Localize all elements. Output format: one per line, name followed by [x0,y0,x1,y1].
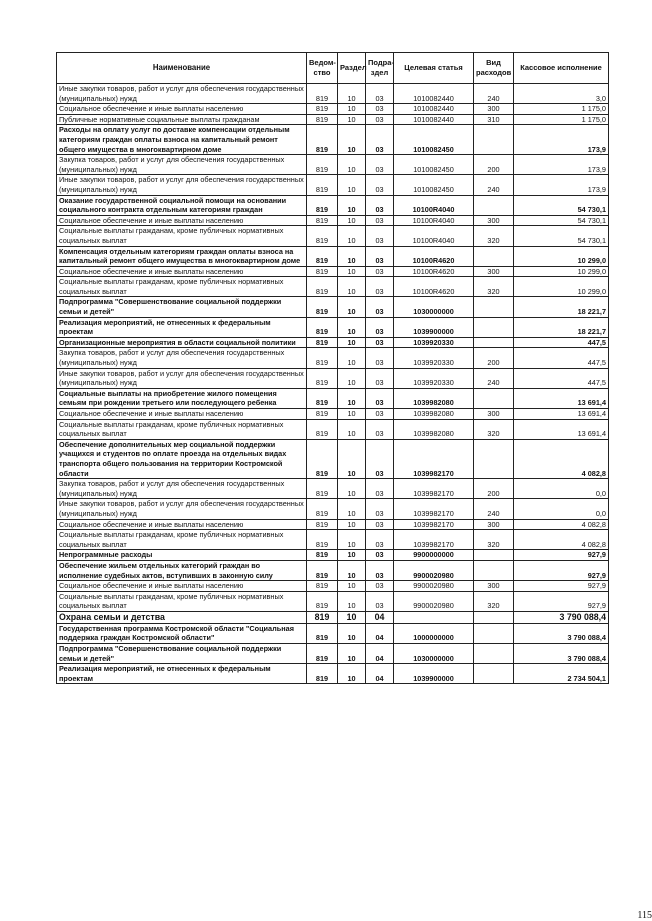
row-name: Подпрограмма "Совершенствование социальной поддержки семьи и детей" [57,644,307,664]
row-cash-execution: 13 691,4 [514,388,609,408]
header-razdel: Раздел [338,53,366,84]
row-vedomstvo: 819 [307,560,338,580]
table-row [57,246,609,266]
row-podrazdel: 03 [366,114,394,125]
row-target-article: 1000000000 [394,623,474,643]
row-cash-execution: 447,5 [514,368,609,388]
row-target-article: 1010082440 [394,114,474,125]
row-name: Непрограммные расходы [57,550,307,561]
row-podrazdel: 03 [366,277,394,297]
row-target-article: 10100R4620 [394,266,474,277]
table-row [57,388,609,408]
row-vedomstvo: 819 [307,439,338,478]
row-cash-execution: 4 082,8 [514,439,609,478]
budget-execution-table [56,52,609,684]
row-podrazdel: 04 [366,623,394,643]
row-target-article: 1010082450 [394,125,474,155]
row-razdel: 10 [338,277,366,297]
row-expense-type [474,125,514,155]
row-target-article: 1030000000 [394,644,474,664]
row-cash-execution: 173,9 [514,125,609,155]
row-target-article: 10100R4040 [394,195,474,215]
row-vedomstvo: 819 [307,530,338,550]
row-podrazdel: 03 [366,84,394,104]
row-target-article: 10100R4620 [394,246,474,266]
row-target-article: 9900020980 [394,560,474,580]
row-razdel: 10 [338,664,366,684]
row-expense-type [474,560,514,580]
row-cash-execution: 927,9 [514,550,609,561]
table-row [57,317,609,337]
row-expense-type [474,644,514,664]
row-cash-execution: 3 790 088,4 [514,611,609,623]
table-row [57,114,609,125]
row-name: Иные закупки товаров, работ и услуг для обеспечения государственных (муниципальных) нужд [57,368,307,388]
row-target-article [394,611,474,623]
row-expense-type [474,439,514,478]
row-razdel: 10 [338,519,366,530]
row-cash-execution: 2 734 504,1 [514,664,609,684]
row-target-article: 1039920330 [394,348,474,368]
row-razdel: 10 [338,368,366,388]
row-name: Закупка товаров, работ и услуг для обеспечения государственных (муниципальных) нужд [57,348,307,368]
row-target-article: 9900020980 [394,581,474,592]
row-podrazdel: 03 [366,104,394,115]
row-expense-type: 300 [474,409,514,420]
row-vedomstvo: 819 [307,479,338,499]
table-row [57,499,609,519]
row-name: Социальные выплаты гражданам, кроме публичных нормативных социальных выплат [57,277,307,297]
table-row [57,409,609,420]
row-podrazdel: 03 [366,560,394,580]
row-expense-type: 320 [474,419,514,439]
table-row [57,519,609,530]
row-razdel: 10 [338,226,366,246]
table-header-row [57,53,609,84]
row-cash-execution: 54 730,1 [514,195,609,215]
row-vedomstvo: 819 [307,519,338,530]
row-expense-type [474,195,514,215]
row-podrazdel: 04 [366,611,394,623]
row-expense-type: 200 [474,155,514,175]
row-podrazdel: 03 [366,581,394,592]
row-vedomstvo: 819 [307,215,338,226]
row-target-article: 1039982170 [394,530,474,550]
row-vedomstvo: 819 [307,317,338,337]
table-row [57,611,609,623]
row-razdel: 10 [338,215,366,226]
row-name: Публичные нормативные социальные выплаты гражданам [57,114,307,125]
table-row [57,550,609,561]
row-name: Иные закупки товаров, работ и услуг для обеспечения государственных (муниципальных) нужд [57,499,307,519]
row-target-article: 9900020980 [394,591,474,611]
table-row [57,104,609,115]
row-name: Государственная программа Костромской области "Социальная поддержка граждан Костромской области" [57,623,307,643]
row-podrazdel: 03 [366,530,394,550]
table-row [57,155,609,175]
row-razdel: 10 [338,337,366,348]
row-podrazdel: 03 [366,195,394,215]
row-podrazdel: 03 [366,317,394,337]
row-vedomstvo: 819 [307,419,338,439]
row-vedomstvo: 819 [307,348,338,368]
row-vedomstvo: 819 [307,266,338,277]
row-vedomstvo: 819 [307,499,338,519]
row-razdel: 10 [338,581,366,592]
row-expense-type: 320 [474,591,514,611]
row-podrazdel: 03 [366,155,394,175]
row-cash-execution: 3 790 088,4 [514,644,609,664]
row-expense-type [474,623,514,643]
row-razdel: 10 [338,591,366,611]
row-expense-type: 300 [474,581,514,592]
table-row [57,277,609,297]
row-name: Охрана семьи и детства [57,611,307,623]
row-name: Реализация мероприятий, не отнесенных к федеральным проектам [57,664,307,684]
row-target-article: 1039900000 [394,317,474,337]
row-target-article: 1039982080 [394,409,474,420]
row-razdel: 10 [338,419,366,439]
row-razdel: 10 [338,530,366,550]
row-vedomstvo: 819 [307,114,338,125]
row-target-article: 1010082450 [394,155,474,175]
header-name: Наименование [57,53,307,84]
row-cash-execution: 173,9 [514,175,609,195]
row-vedomstvo: 819 [307,246,338,266]
row-podrazdel: 03 [366,175,394,195]
header-target-article: Целевая статья [394,53,474,84]
page-number: 115 [637,910,652,921]
row-target-article: 1039982170 [394,439,474,478]
row-razdel: 10 [338,623,366,643]
row-expense-type: 300 [474,266,514,277]
row-vedomstvo: 819 [307,337,338,348]
row-razdel: 10 [338,297,366,317]
row-name: Компенсация отдельным категориям граждан оплаты взноса на капитальный ремонт общего имущества в многоквартирном доме [57,246,307,266]
row-cash-execution: 3,0 [514,84,609,104]
row-cash-execution: 447,5 [514,337,609,348]
row-name: Социальное обеспечение и иные выплаты населению [57,266,307,277]
row-target-article: 1039982080 [394,388,474,408]
row-razdel: 10 [338,611,366,623]
row-target-article: 9900000000 [394,550,474,561]
row-vedomstvo: 819 [307,125,338,155]
row-name: Социальное обеспечение и иные выплаты населению [57,581,307,592]
row-expense-type [474,388,514,408]
row-cash-execution: 18 221,7 [514,317,609,337]
table-row [57,623,609,643]
table-row [57,125,609,155]
row-razdel: 10 [338,266,366,277]
row-expense-type: 310 [474,114,514,125]
row-name: Расходы на оплату услуг по доставке компенсации отдельным категориям граждан оплаты взноса на капитальный ремонт общего имущества в многоквартирном доме [57,125,307,155]
row-podrazdel: 04 [366,644,394,664]
row-razdel: 10 [338,155,366,175]
row-razdel: 10 [338,644,366,664]
row-razdel: 10 [338,125,366,155]
table-row [57,226,609,246]
row-name: Социальное обеспечение и иные выплаты населению [57,104,307,115]
row-vedomstvo: 819 [307,623,338,643]
row-podrazdel: 03 [366,125,394,155]
row-vedomstvo: 819 [307,155,338,175]
row-cash-execution: 54 730,1 [514,226,609,246]
row-podrazdel: 03 [366,550,394,561]
row-razdel: 10 [338,560,366,580]
row-cash-execution: 4 082,8 [514,519,609,530]
row-vedomstvo: 819 [307,104,338,115]
row-razdel: 10 [338,479,366,499]
row-target-article: 1039982170 [394,519,474,530]
row-razdel: 10 [338,114,366,125]
table-row [57,479,609,499]
table-row [57,348,609,368]
row-name: Закупка товаров, работ и услуг для обеспечения государственных (муниципальных) нужд [57,479,307,499]
row-target-article: 1010082450 [394,175,474,195]
row-vedomstvo: 819 [307,84,338,104]
row-target-article: 1010082440 [394,84,474,104]
row-podrazdel: 03 [366,215,394,226]
row-cash-execution: 173,9 [514,155,609,175]
row-expense-type: 200 [474,479,514,499]
header-cash-execution: Кассовое исполнение [514,53,609,84]
row-cash-execution: 1 175,0 [514,104,609,115]
table-row [57,266,609,277]
row-expense-type: 300 [474,215,514,226]
row-target-article: 10100R4040 [394,226,474,246]
row-vedomstvo: 819 [307,409,338,420]
row-cash-execution: 13 691,4 [514,419,609,439]
row-vedomstvo: 819 [307,368,338,388]
row-name: Социальные выплаты гражданам, кроме публичных нормативных социальных выплат [57,226,307,246]
row-podrazdel: 03 [366,266,394,277]
row-expense-type [474,317,514,337]
row-razdel: 10 [338,439,366,478]
row-expense-type: 240 [474,175,514,195]
row-podrazdel: 03 [366,439,394,478]
header-vedomstvo: Ведом-ство [307,53,338,84]
row-expense-type: 240 [474,499,514,519]
row-name: Социальное обеспечение и иные выплаты населению [57,215,307,226]
row-name: Иные закупки товаров, работ и услуг для обеспечения государственных (муниципальных) нужд [57,84,307,104]
table-row [57,419,609,439]
row-expense-type: 320 [474,277,514,297]
row-name: Социальные выплаты гражданам, кроме публичных нормативных социальных выплат [57,419,307,439]
row-name: Оказание государственной социальной помощи на основании социального контракта отдельным категориям граждан [57,195,307,215]
row-podrazdel: 03 [366,519,394,530]
row-vedomstvo: 819 [307,195,338,215]
table-row [57,591,609,611]
row-cash-execution: 10 299,0 [514,277,609,297]
row-name: Социальное обеспечение и иные выплаты населению [57,519,307,530]
row-cash-execution: 54 730,1 [514,215,609,226]
row-podrazdel: 03 [366,226,394,246]
row-vedomstvo: 819 [307,277,338,297]
row-cash-execution: 4 082,8 [514,530,609,550]
table-row [57,215,609,226]
row-name: Социальное обеспечение и иные выплаты населению [57,409,307,420]
row-expense-type: 300 [474,519,514,530]
row-razdel: 10 [338,499,366,519]
row-podrazdel: 03 [366,368,394,388]
table-row [57,664,609,684]
row-vedomstvo: 819 [307,591,338,611]
row-expense-type [474,611,514,623]
row-expense-type [474,297,514,317]
row-expense-type [474,664,514,684]
row-cash-execution: 1 175,0 [514,114,609,125]
header-podrazdel: Подра-здел [366,53,394,84]
row-cash-execution: 10 299,0 [514,246,609,266]
row-cash-execution: 3 790 088,4 [514,623,609,643]
row-name: Иные закупки товаров, работ и услуг для обеспечения государственных (муниципальных) нужд [57,175,307,195]
table-row [57,439,609,478]
table-row [57,644,609,664]
row-name: Реализация мероприятий, не отнесенных к федеральным проектам [57,317,307,337]
row-target-article: 1030000000 [394,297,474,317]
row-podrazdel: 03 [366,337,394,348]
row-name: Обеспечение дополнительных мер социальной поддержки учащихся и студентов по оплате проезда на отдельных видах транспорта общего пользования на территории Костромской области [57,439,307,478]
row-target-article: 1039920330 [394,337,474,348]
table-row [57,337,609,348]
row-razdel: 10 [338,84,366,104]
table-row [57,560,609,580]
row-razdel: 10 [338,195,366,215]
row-razdel: 10 [338,317,366,337]
row-vedomstvo: 819 [307,297,338,317]
row-podrazdel: 03 [366,499,394,519]
row-podrazdel: 03 [366,388,394,408]
row-cash-execution: 0,0 [514,479,609,499]
row-vedomstvo: 819 [307,664,338,684]
row-name: Организационные мероприятия в области социальной политики [57,337,307,348]
row-name: Социальные выплаты гражданам, кроме публичных нормативных социальных выплат [57,530,307,550]
table-row [57,368,609,388]
table-row [57,297,609,317]
row-cash-execution: 18 221,7 [514,297,609,317]
row-vedomstvo: 819 [307,175,338,195]
table-row [57,175,609,195]
row-name: Обеспечение жильем отдельных категорий граждан во исполнение судебных актов, вступивших в законную силу [57,560,307,580]
row-target-article: 1039920330 [394,368,474,388]
row-razdel: 10 [338,550,366,561]
row-expense-type [474,337,514,348]
row-cash-execution: 13 691,4 [514,409,609,420]
row-expense-type: 240 [474,368,514,388]
row-cash-execution: 927,9 [514,560,609,580]
table-row [57,581,609,592]
row-podrazdel: 04 [366,664,394,684]
row-target-article: 1010082440 [394,104,474,115]
row-razdel: 10 [338,409,366,420]
row-cash-execution: 10 299,0 [514,266,609,277]
row-target-article: 1039900000 [394,664,474,684]
row-expense-type: 320 [474,226,514,246]
table-row [57,195,609,215]
row-razdel: 10 [338,246,366,266]
row-name: Подпрограмма "Совершенствование социальной поддержки семьи и детей" [57,297,307,317]
row-vedomstvo: 819 [307,226,338,246]
row-name: Социальные выплаты гражданам, кроме публичных нормативных социальных выплат [57,591,307,611]
row-vedomstvo: 819 [307,611,338,623]
row-expense-type: 240 [474,84,514,104]
row-vedomstvo: 819 [307,644,338,664]
table-row [57,84,609,104]
table-body [57,84,609,684]
row-cash-execution: 447,5 [514,348,609,368]
row-vedomstvo: 819 [307,388,338,408]
row-razdel: 10 [338,388,366,408]
row-target-article: 1039982170 [394,499,474,519]
row-podrazdel: 03 [366,297,394,317]
row-podrazdel: 03 [366,246,394,266]
row-expense-type: 200 [474,348,514,368]
row-target-article: 1039982080 [394,419,474,439]
row-cash-execution: 927,9 [514,591,609,611]
row-target-article: 10100R4040 [394,215,474,226]
row-podrazdel: 03 [366,591,394,611]
row-expense-type: 320 [474,530,514,550]
header-expense-type: Вид расходов [474,53,514,84]
row-cash-execution: 0,0 [514,499,609,519]
row-podrazdel: 03 [366,479,394,499]
row-razdel: 10 [338,104,366,115]
row-podrazdel: 03 [366,409,394,420]
row-cash-execution: 927,9 [514,581,609,592]
table-row [57,530,609,550]
row-name: Социальные выплаты на приобретение жилого помещения семьям при рождении третьего или последующего ребенка [57,388,307,408]
row-expense-type [474,246,514,266]
row-podrazdel: 03 [366,348,394,368]
row-razdel: 10 [338,348,366,368]
row-target-article: 1039982170 [394,479,474,499]
row-vedomstvo: 819 [307,550,338,561]
row-expense-type [474,550,514,561]
row-name: Закупка товаров, работ и услуг для обеспечения государственных (муниципальных) нужд [57,155,307,175]
row-target-article: 10100R4620 [394,277,474,297]
row-vedomstvo: 819 [307,581,338,592]
row-razdel: 10 [338,175,366,195]
row-podrazdel: 03 [366,419,394,439]
budget-document [56,52,652,921]
row-expense-type: 300 [474,104,514,115]
